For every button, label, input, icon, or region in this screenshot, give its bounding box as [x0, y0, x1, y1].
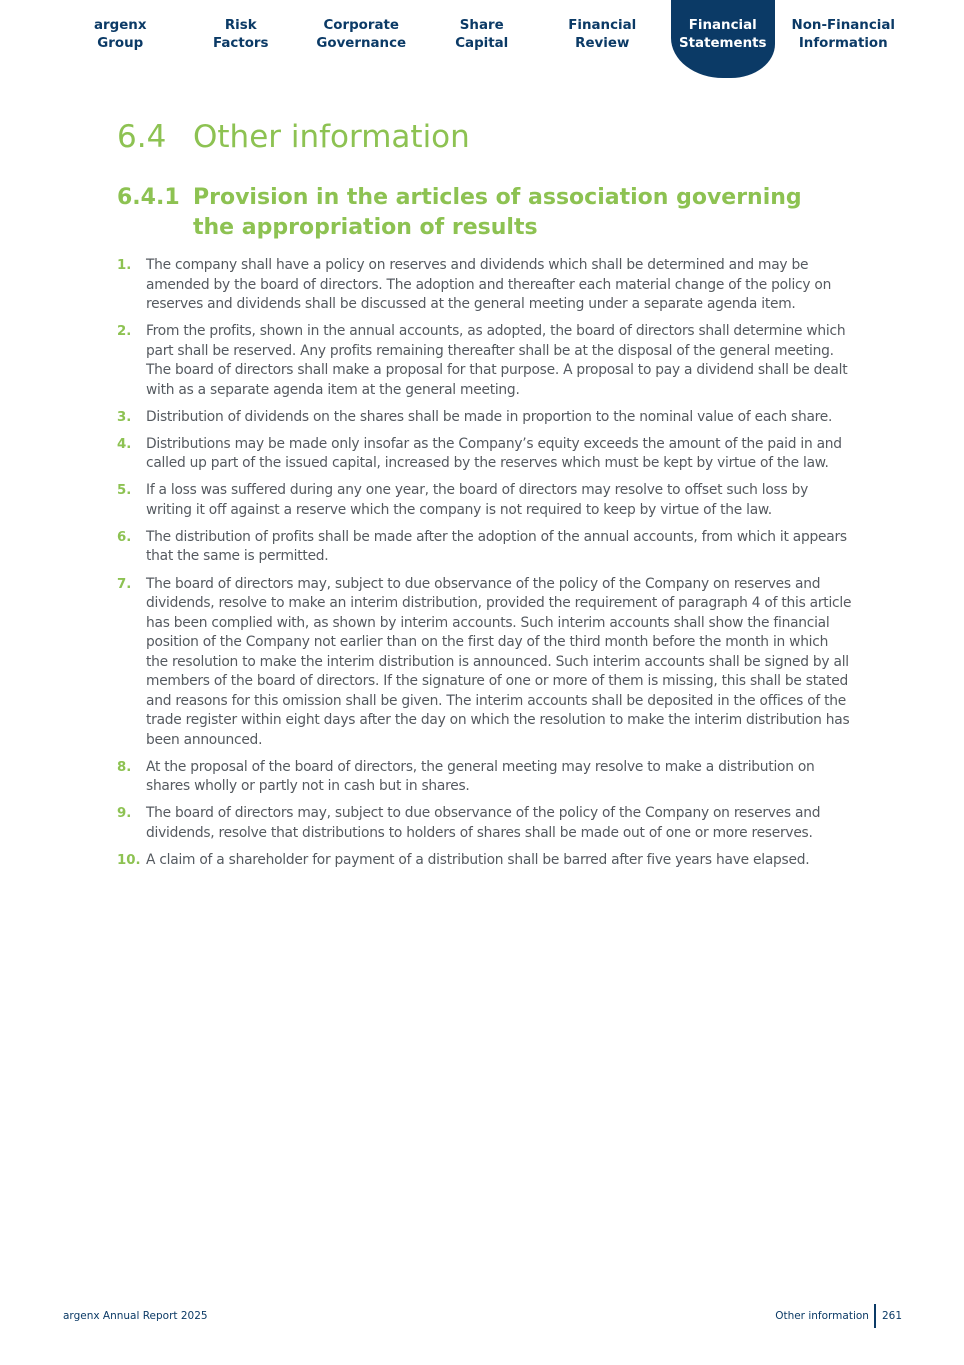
top-navigation [60, 0, 904, 78]
footer-report-title: argenx Annual Report 2025 [63, 1310, 208, 1322]
list-item [117, 435, 852, 474]
subsection-title: Provision in the articles of association governing the appropriation of results [193, 185, 802, 240]
nav-tab-label-line2: Information [798, 35, 888, 51]
nav-tab-label-line1: Corporate [323, 18, 400, 33]
list-item [117, 758, 852, 797]
list-item [117, 481, 852, 520]
nav-tab-corporate-governance[interactable] [301, 0, 422, 78]
footer-divider [874, 1304, 876, 1328]
nav-tab-label [94, 17, 146, 52]
nav-tab-non-financial-information[interactable] [783, 0, 904, 78]
list-item-text: From the profits, shown in the annual accounts, as adopted, the board of directors shall determine which part shall be reserved. Any profits remaining thereafter shall be at the disposal of the general meeting. The board of directors shall make a proposal for that purpose. A proposal to pay a dividend shall be dealt with as a separate agenda item at the general meeting. [146, 323, 848, 398]
list-item-number: 4. [117, 436, 132, 452]
list-item-number: 2. [117, 324, 132, 340]
list-item [117, 528, 852, 567]
list-item [117, 408, 852, 428]
nav-tab-label [213, 17, 269, 52]
nav-tab-share-capital[interactable] [422, 0, 543, 78]
list-item-number: 7. [117, 576, 132, 592]
subsection-number: 6.4.1 [117, 185, 180, 210]
nav-tab-label-line1: Risk [224, 18, 257, 33]
list-item [117, 575, 852, 751]
nav-tab-label [792, 17, 896, 52]
appropriation-rules-list [117, 256, 852, 878]
list-item-number: 1. [117, 258, 132, 273]
list-item-number: 10. [117, 852, 141, 868]
list-item-text: Distributions may be made only insofar as the Company’s equity exceeds the amount of the paid in and called up part of the issued capital, increased by the reserves which must be kept by virtue of the law. [146, 435, 842, 472]
section-title: Other information [193, 119, 470, 155]
list-item [117, 322, 852, 400]
list-item [117, 851, 852, 871]
nav-tab-risk-factors[interactable] [181, 0, 302, 78]
list-item-text: The company shall have a policy on reserves and dividends which shall be determined and may be amended by the board of directors. The adoption and thereafter each material change of the policy on reserves and dividends shall be discussed at the general meeting under a separate agenda item. [146, 257, 832, 312]
subsection-heading [117, 183, 837, 242]
list-item-number: 3. [117, 409, 132, 425]
list-item-number: 5. [117, 483, 132, 499]
list-item-text: The board of directors may, subject to due observance of the policy of the Company on reserves and dividends, resolve to make an interim distribution, provided the requirement of paragraph 4 of this article has been complied with, as shown by interim accounts. Such interim accounts shall show the financial position of the Company not earlier than on the first day of the third month before the month in which the resolution to make the interim distribution is announced. Such interim accounts shall be signed by all members of the board of directors. If the signature of one or more of them is missing, this shall be stated and reasons for this omission shall be given. The interim accounts shall be deposited in the offices of the trade register within eight days after the day on which the resolution to make the interim distribution has been announced. [146, 575, 852, 748]
nav-tab-label-line2: Group [97, 35, 144, 51]
nav-tab-label [316, 17, 406, 52]
list-item-number: 8. [117, 759, 132, 775]
nav-tab-label-line2: Governance [316, 35, 407, 51]
list-item-number: 6. [117, 529, 132, 545]
nav-tab-label [455, 17, 508, 52]
list-item [117, 256, 852, 315]
list-item-text: If a loss was suffered during any one year, the board of directors may resolve to offset such loss by writing it off against a reserve which the company is not required to keep by virtue of the law. [146, 482, 808, 518]
footer-section-label[interactable]: Other information [775, 1310, 869, 1322]
nav-tab-label-line1: Non-Financial [791, 18, 895, 33]
list-item-number: 9. [117, 806, 132, 822]
nav-tab-label-line2: Review [575, 35, 630, 51]
list-item-text: The board of directors may, subject to due observance of the policy of the Company on reserves and dividends, resolve that distributions to holders of shares shall be made out of one or more reserves. [146, 805, 821, 841]
page-number: 261 [881, 1310, 902, 1322]
list-item-text: The distribution of profits shall be made after the adoption of the annual accounts, from which it appears that the same is permitted. [146, 528, 847, 565]
nav-tab-label [568, 17, 636, 52]
nav-tab-label-line1: argenx [94, 18, 147, 33]
section-number: 6.4 [117, 119, 167, 155]
nav-tab-label-line1: Financial [568, 18, 637, 33]
nav-tab-label-line2: Statements [678, 35, 767, 51]
nav-tab-label-line2: Capital [455, 35, 509, 51]
section-heading [117, 117, 470, 157]
nav-tab-label-line1: Share [459, 18, 504, 33]
footer-page-info [775, 1304, 902, 1328]
nav-tab-label-line2: Factors [212, 35, 269, 51]
list-item-text: Distribution of dividends on the shares shall be made in proportion to the nominal value of each share. [146, 408, 833, 425]
nav-tab-label-line1: Financial [688, 18, 757, 33]
list-item [117, 804, 852, 843]
nav-tab-label [679, 17, 767, 52]
nav-tab-financial-review[interactable] [542, 0, 663, 78]
nav-tab-financial-statements[interactable] [663, 0, 784, 78]
list-item-text: A claim of a shareholder for payment of a distribution shall be barred after five years have elapsed. [146, 851, 810, 868]
nav-tab-argenx-group[interactable] [60, 0, 181, 78]
list-item-text: At the proposal of the board of directors, the general meeting may resolve to make a distribution on shares wholly or partly not in cash but in shares. [146, 758, 815, 795]
